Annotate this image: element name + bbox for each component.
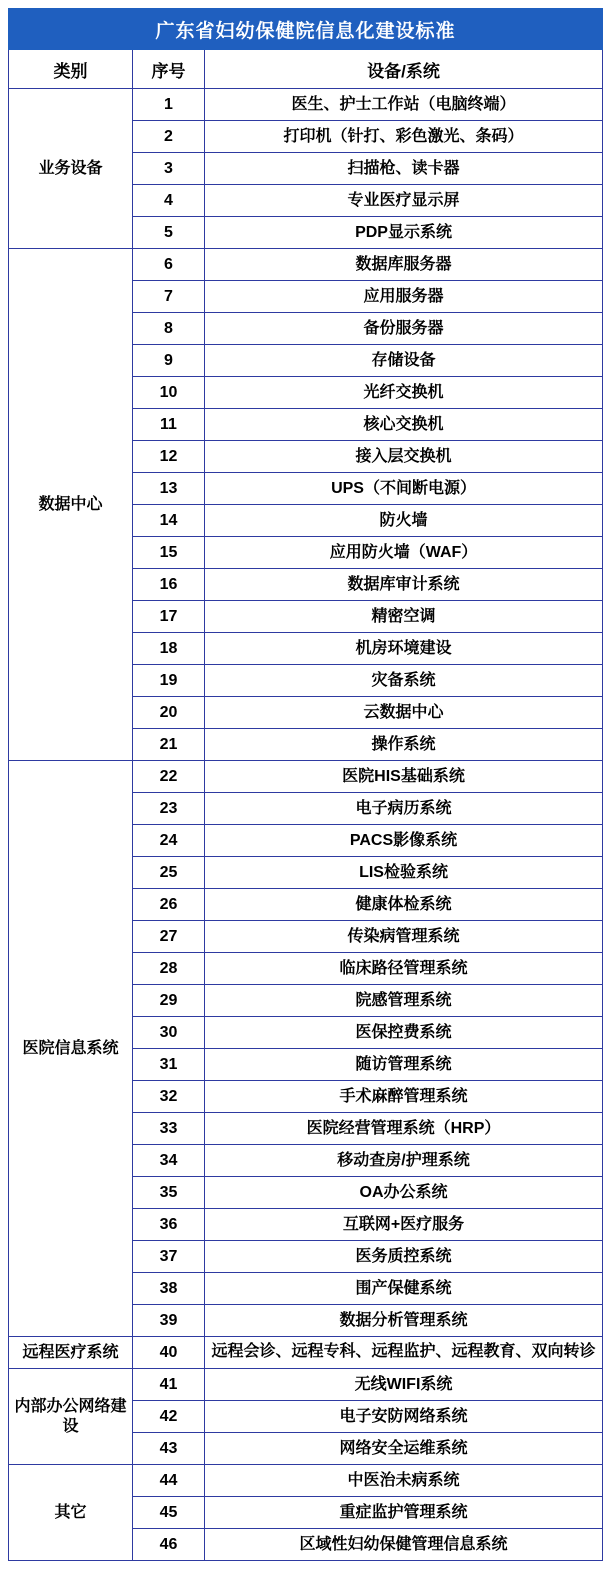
row-index: 14 bbox=[133, 505, 205, 537]
row-index: 20 bbox=[133, 697, 205, 729]
category-cell: 内部办公网络建设 bbox=[9, 1369, 133, 1465]
category-cell: 其它 bbox=[9, 1465, 133, 1561]
row-item: 机房环境建设 bbox=[205, 633, 603, 665]
header-item: 设备/系统 bbox=[205, 50, 603, 89]
row-index: 5 bbox=[133, 217, 205, 249]
category-cell: 数据中心 bbox=[9, 249, 133, 761]
row-item: 应用服务器 bbox=[205, 281, 603, 313]
row-index: 6 bbox=[133, 249, 205, 281]
row-item: 云数据中心 bbox=[205, 697, 603, 729]
row-item: 光纤交换机 bbox=[205, 377, 603, 409]
document-title: 广东省妇幼保健院信息化建设标准 bbox=[9, 9, 603, 50]
row-item: 院感管理系统 bbox=[205, 985, 603, 1017]
row-index: 11 bbox=[133, 409, 205, 441]
row-item: 存储设备 bbox=[205, 345, 603, 377]
row-index: 29 bbox=[133, 985, 205, 1017]
row-index: 39 bbox=[133, 1305, 205, 1337]
row-item: 临床路径管理系统 bbox=[205, 953, 603, 985]
row-item: 备份服务器 bbox=[205, 313, 603, 345]
row-index: 40 bbox=[133, 1337, 205, 1369]
row-item: 区域性妇幼保健管理信息系统 bbox=[205, 1529, 603, 1561]
row-index: 30 bbox=[133, 1017, 205, 1049]
row-item: 精密空调 bbox=[205, 601, 603, 633]
row-item: 打印机（针打、彩色激光、条码） bbox=[205, 121, 603, 153]
title-row bbox=[9, 9, 603, 50]
row-index: 41 bbox=[133, 1369, 205, 1401]
row-item: 应用防火墙（WAF） bbox=[205, 537, 603, 569]
row-item: 医院HIS基础系统 bbox=[205, 761, 603, 793]
row-item: PACS影像系统 bbox=[205, 825, 603, 857]
row-index: 22 bbox=[133, 761, 205, 793]
table-row bbox=[9, 1369, 603, 1401]
row-item: 扫描枪、读卡器 bbox=[205, 153, 603, 185]
row-item: 核心交换机 bbox=[205, 409, 603, 441]
row-index: 42 bbox=[133, 1401, 205, 1433]
row-index: 31 bbox=[133, 1049, 205, 1081]
row-index: 2 bbox=[133, 121, 205, 153]
row-index: 12 bbox=[133, 441, 205, 473]
row-item: 数据分析管理系统 bbox=[205, 1305, 603, 1337]
row-item: LIS检验系统 bbox=[205, 857, 603, 889]
table-row bbox=[9, 249, 603, 281]
row-index: 10 bbox=[133, 377, 205, 409]
row-index: 13 bbox=[133, 473, 205, 505]
row-item: 重症监护管理系统 bbox=[205, 1497, 603, 1529]
table-row bbox=[9, 1337, 603, 1369]
row-index: 44 bbox=[133, 1465, 205, 1497]
table-row bbox=[9, 89, 603, 121]
row-item: 传染病管理系统 bbox=[205, 921, 603, 953]
row-item: 随访管理系统 bbox=[205, 1049, 603, 1081]
category-cell: 医院信息系统 bbox=[9, 761, 133, 1337]
row-index: 35 bbox=[133, 1177, 205, 1209]
row-index: 32 bbox=[133, 1081, 205, 1113]
row-index: 25 bbox=[133, 857, 205, 889]
category-cell: 业务设备 bbox=[9, 89, 133, 249]
row-index: 23 bbox=[133, 793, 205, 825]
row-item: 医生、护士工作站（电脑终端） bbox=[205, 89, 603, 121]
row-index: 3 bbox=[133, 153, 205, 185]
row-item: 中医治未病系统 bbox=[205, 1465, 603, 1497]
row-index: 19 bbox=[133, 665, 205, 697]
row-index: 43 bbox=[133, 1433, 205, 1465]
table-row bbox=[9, 1465, 603, 1497]
row-item: 健康体检系统 bbox=[205, 889, 603, 921]
category-cell: 远程医疗系统 bbox=[9, 1337, 133, 1369]
row-index: 38 bbox=[133, 1273, 205, 1305]
row-item: 手术麻醉管理系统 bbox=[205, 1081, 603, 1113]
row-item: 网络安全运维系统 bbox=[205, 1433, 603, 1465]
row-item: OA办公系统 bbox=[205, 1177, 603, 1209]
row-item: 电子病历系统 bbox=[205, 793, 603, 825]
row-item: 防火墙 bbox=[205, 505, 603, 537]
row-item: 专业医疗显示屏 bbox=[205, 185, 603, 217]
row-item: 医院经营管理系统（HRP） bbox=[205, 1113, 603, 1145]
row-item: 医保控费系统 bbox=[205, 1017, 603, 1049]
row-index: 16 bbox=[133, 569, 205, 601]
row-item: 数据库审计系统 bbox=[205, 569, 603, 601]
header-category: 类别 bbox=[9, 50, 133, 89]
row-index: 9 bbox=[133, 345, 205, 377]
row-item: 电子安防网络系统 bbox=[205, 1401, 603, 1433]
row-index: 36 bbox=[133, 1209, 205, 1241]
row-index: 46 bbox=[133, 1529, 205, 1561]
header-index: 序号 bbox=[133, 50, 205, 89]
row-item: 操作系统 bbox=[205, 729, 603, 761]
row-index: 33 bbox=[133, 1113, 205, 1145]
row-index: 26 bbox=[133, 889, 205, 921]
row-item: 无线WIFI系统 bbox=[205, 1369, 603, 1401]
row-index: 24 bbox=[133, 825, 205, 857]
row-index: 37 bbox=[133, 1241, 205, 1273]
row-index: 27 bbox=[133, 921, 205, 953]
row-item: 围产保健系统 bbox=[205, 1273, 603, 1305]
row-item: 移动查房/护理系统 bbox=[205, 1145, 603, 1177]
row-index: 15 bbox=[133, 537, 205, 569]
row-item: 数据库服务器 bbox=[205, 249, 603, 281]
row-item: 互联网+医疗服务 bbox=[205, 1209, 603, 1241]
standards-table bbox=[8, 8, 603, 1561]
row-item: 医务质控系统 bbox=[205, 1241, 603, 1273]
row-index: 1 bbox=[133, 89, 205, 121]
row-item: 接入层交换机 bbox=[205, 441, 603, 473]
row-item: 灾备系统 bbox=[205, 665, 603, 697]
row-item: UPS（不间断电源） bbox=[205, 473, 603, 505]
row-index: 18 bbox=[133, 633, 205, 665]
table-row bbox=[9, 761, 603, 793]
row-index: 45 bbox=[133, 1497, 205, 1529]
row-item: 远程会诊、远程专科、远程监护、远程教育、双向转诊 bbox=[205, 1337, 603, 1369]
row-index: 8 bbox=[133, 313, 205, 345]
header-row bbox=[9, 50, 603, 89]
row-index: 7 bbox=[133, 281, 205, 313]
row-index: 28 bbox=[133, 953, 205, 985]
row-index: 4 bbox=[133, 185, 205, 217]
row-item: PDP显示系统 bbox=[205, 217, 603, 249]
row-index: 34 bbox=[133, 1145, 205, 1177]
row-index: 17 bbox=[133, 601, 205, 633]
row-index: 21 bbox=[133, 729, 205, 761]
